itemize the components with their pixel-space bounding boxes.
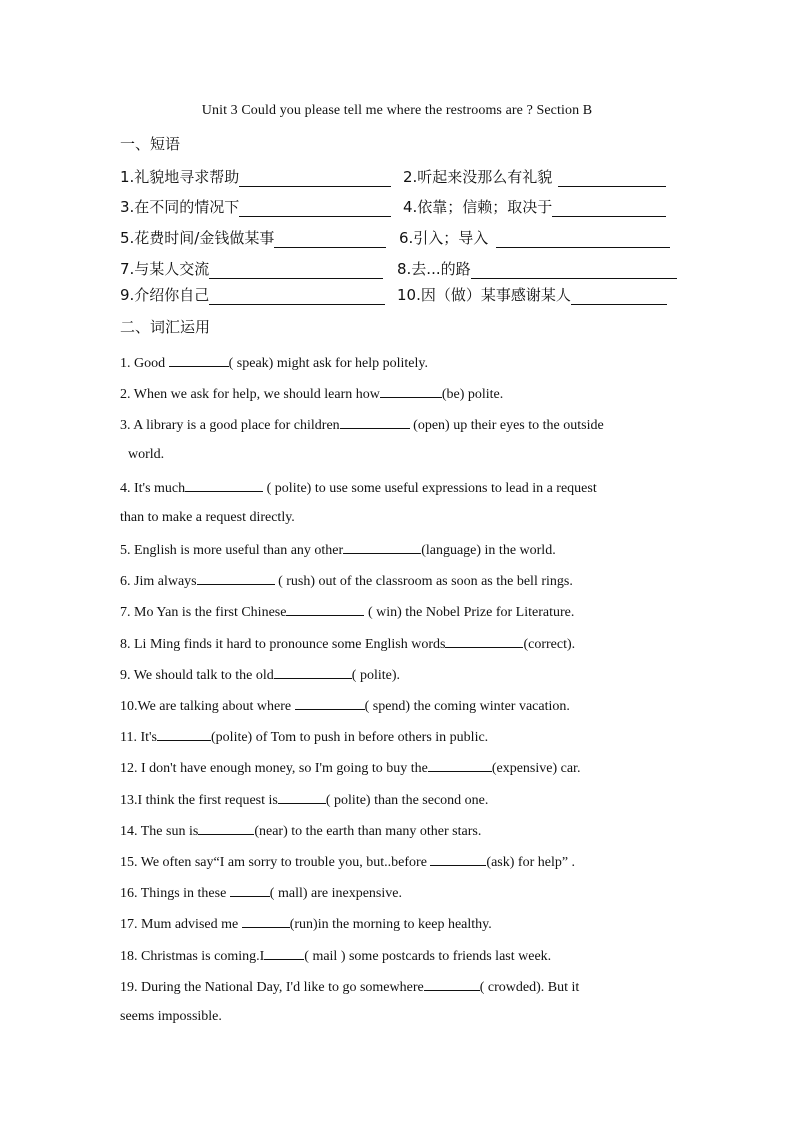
page-title: Unit 3 Could you please tell me where the restrooms are ? Section B (201, 103, 593, 118)
answer-blank[interactable] (424, 976, 480, 991)
question-item: 9. We should talk to the old ( polite). (120, 664, 672, 686)
answer-blank[interactable] (428, 757, 492, 772)
answer-blank[interactable] (169, 352, 229, 367)
question-item: 17. Mum advised me (run)in the morning to keep healthy. (120, 913, 672, 935)
question-item: 16. Things in these ( mall) are inexpensive. (120, 882, 672, 904)
answer-blank[interactable] (274, 231, 386, 248)
answer-blank[interactable] (209, 288, 385, 305)
phrase-row (120, 284, 674, 306)
question-continuation: than to make a request directly. (120, 510, 295, 525)
question-item: 11. It's (polite) of Tom to push in before others in public. (120, 726, 672, 748)
question-item: 10.We are talking about where ( spend) the coming winter vacation. (120, 695, 672, 717)
phrase-label: 2.听起来没那么有礼貌 (403, 168, 553, 186)
answer-blank[interactable] (295, 695, 365, 710)
question-item: 18. Christmas is coming.I ( mail ) some postcards to friends last week. (120, 945, 672, 967)
answer-blank[interactable] (380, 383, 442, 398)
question-continuation: world. (128, 447, 165, 462)
answer-blank[interactable] (496, 231, 670, 248)
answer-blank[interactable] (274, 664, 352, 679)
question-item: 8. Li Ming finds it hard to pronounce some English words (correct). (120, 633, 672, 655)
question-item: 4. It's much ( polite) to use some useful expressions to lead in a request (120, 477, 672, 499)
answer-blank[interactable] (278, 789, 326, 804)
section-heading-phrases: 一、短语 (120, 135, 181, 153)
section-heading-vocabulary: 二、词汇运用 (120, 318, 211, 336)
answer-blank[interactable] (445, 633, 523, 648)
answer-blank[interactable] (197, 570, 275, 585)
question-item: 19. During the National Day, I'd like to go somewhere ( crowded). But it (120, 976, 672, 998)
answer-blank[interactable] (198, 820, 254, 835)
phrase-label: 10.因（做）某事感谢某人 (397, 286, 571, 304)
answer-blank[interactable] (239, 200, 391, 217)
phrase-label: 8.去...的路 (397, 260, 471, 278)
answer-blank[interactable] (340, 414, 410, 429)
answer-blank[interactable] (552, 200, 666, 217)
answer-blank[interactable] (343, 539, 421, 554)
answer-blank[interactable] (239, 170, 391, 187)
answer-blank[interactable] (558, 170, 666, 187)
question-item: 6. Jim always ( rush) out of the classroom as soon as the bell rings. (120, 570, 672, 592)
question-item: 2. When we ask for help, we should learn how (be) polite. (120, 383, 672, 405)
phrase-label: 6.引入；导入 (399, 229, 489, 247)
answer-blank[interactable] (264, 945, 304, 960)
phrase-row (120, 196, 674, 218)
question-item: 1. Good ( speak) might ask for help politely. (120, 352, 672, 374)
question-item: 14. The sun is (near) to the earth than many other stars. (120, 820, 672, 842)
answer-blank[interactable] (471, 262, 677, 279)
answer-blank[interactable] (286, 601, 364, 616)
phrase-row (120, 166, 674, 188)
phrase-row (120, 258, 674, 280)
question-item: 7. Mo Yan is the first Chinese ( win) the Nobel Prize for Literature. (120, 601, 672, 623)
phrase-label: 4.依靠；信赖；取决于 (403, 198, 553, 216)
question-item: 12. I don't have enough money, so I'm going to buy the (expensive) car. (120, 757, 672, 779)
question-item: 5. English is more useful than any other (language) in the world. (120, 539, 672, 561)
question-item: 3. A library is a good place for children (open) up their eyes to the outside (120, 414, 672, 436)
phrase-label: 7.与某人交流 (120, 260, 210, 278)
phrase-label: 9.介绍你自己 (120, 286, 210, 304)
answer-blank[interactable] (185, 477, 263, 492)
answer-blank[interactable] (157, 726, 211, 741)
answer-blank[interactable] (242, 913, 290, 928)
phrase-row (120, 227, 674, 249)
phrase-label: 5.花费时间/金钱做某事 (120, 229, 275, 247)
question-continuation: seems impossible. (120, 1009, 222, 1024)
answer-blank[interactable] (571, 288, 667, 305)
answer-blank[interactable] (230, 882, 270, 897)
question-item: 13.I think the first request is ( polite) than the second one. (120, 789, 672, 811)
phrase-label: 1.礼貌地寻求帮助 (120, 168, 240, 186)
question-item: 15. We often say“I am sorry to trouble you, but..before (ask) for help” . (120, 851, 672, 873)
answer-blank[interactable] (430, 851, 486, 866)
phrase-label: 3.在不同的情况下 (120, 198, 240, 216)
answer-blank[interactable] (209, 262, 383, 279)
